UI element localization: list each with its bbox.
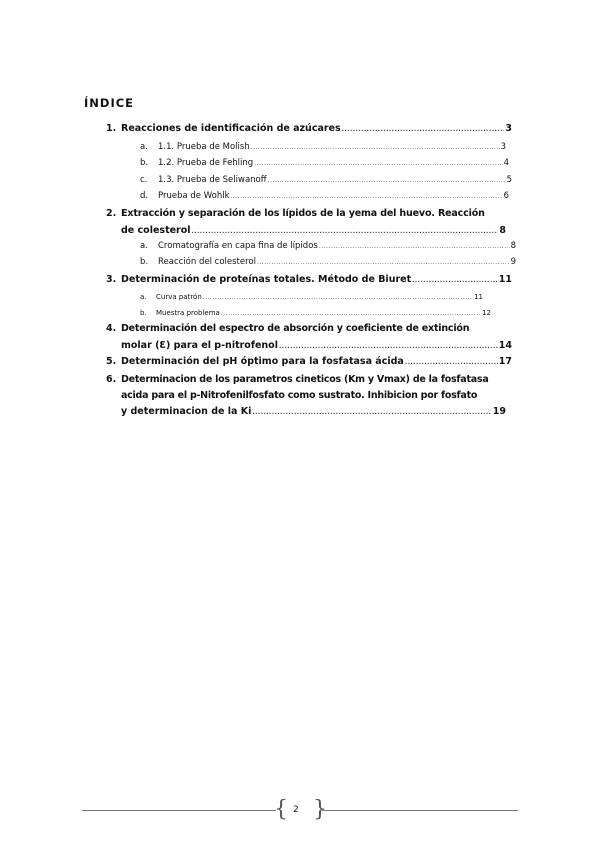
leader-dots xyxy=(254,157,502,171)
toc-page-number: 3 xyxy=(505,123,512,134)
toc-entry-text-line1: Determinacion de los parametros cineticos (Km y Vmax) de la fosfatasa xyxy=(121,374,489,385)
footer-rule-left xyxy=(82,810,276,811)
leader-dots xyxy=(203,291,473,305)
toc-entry-text-line2: de colesterol xyxy=(121,225,191,236)
toc-subentry-3b[interactable] xyxy=(140,306,491,321)
toc-number: 1. xyxy=(106,123,117,134)
toc-entry-text-line1: Determinación del espectro de absorción y coeficiente de extinción xyxy=(121,323,470,334)
footer-page-number: 2 xyxy=(293,805,299,815)
toc-page-number: 11 xyxy=(498,274,512,285)
toc-page-number: 9 xyxy=(510,257,516,267)
toc-entry-text-line2: molar (Ɛ) para el p-nitrofenol xyxy=(121,340,278,351)
toc-subentry-text: Reacción del colesterol xyxy=(158,257,256,267)
toc-sub-letter: a. xyxy=(140,142,148,152)
toc-page-number: 11 xyxy=(474,293,483,301)
toc-subentry-text: 1.1. Prueba de Molish xyxy=(158,142,250,152)
toc-entry-text: Determinación del pH óptimo para la fosfatasa ácida xyxy=(121,356,404,367)
leader-dots xyxy=(279,340,498,354)
leader-dots xyxy=(412,274,498,288)
toc-number: 6. xyxy=(106,374,117,385)
footer-rule-right xyxy=(322,810,518,811)
toc-sub-letter: c. xyxy=(140,175,148,185)
leader-dots xyxy=(268,174,506,188)
toc-subentry-1d[interactable] xyxy=(140,189,509,204)
toc-entry-3[interactable] xyxy=(106,273,512,288)
leader-dots xyxy=(342,123,505,137)
leader-dots xyxy=(192,225,499,239)
leader-dots xyxy=(231,190,503,204)
toc-entry-text-line2: acida para el p-Nitrofenilfosfato como sustrato. Inhibicion por fosfato xyxy=(121,390,478,401)
toc-subentry-text: Curva patrón xyxy=(156,293,202,301)
toc-subentry-3a[interactable] xyxy=(140,290,483,305)
leader-dots xyxy=(251,141,500,155)
leader-dots xyxy=(405,356,498,370)
toc-entry-4[interactable] xyxy=(106,322,512,354)
toc-entry-text: Reacciones de identificación de azúcares xyxy=(121,123,341,134)
toc-sub-letter: b. xyxy=(140,309,147,317)
toc-page-number: 4 xyxy=(503,158,509,168)
toc-page-number: 14 xyxy=(498,340,512,351)
toc-page-number: 17 xyxy=(498,356,512,367)
toc-page-number: 6 xyxy=(503,191,509,201)
leader-dots xyxy=(319,240,510,254)
toc-number: 3. xyxy=(106,274,117,285)
toc-subentry-text: Cromatografía en capa fina de lípidos xyxy=(158,241,318,251)
toc-number: 5. xyxy=(106,356,117,367)
toc-entry-text-line3: y determinacion de la Ki xyxy=(121,406,252,417)
toc-entry-2[interactable] xyxy=(106,207,506,239)
toc-page-number: 19 xyxy=(492,406,506,417)
toc-number: 2. xyxy=(106,208,117,219)
toc-sub-letter: a. xyxy=(140,293,147,301)
toc-subentry-1c[interactable] xyxy=(140,173,512,188)
toc-entry-text-line1: Extracción y separación de los lípidos de la yema del huevo. Reacción xyxy=(121,208,485,219)
leader-dots xyxy=(252,406,491,420)
toc-page-number: 3 xyxy=(500,142,506,152)
toc-sub-letter: b. xyxy=(140,158,149,168)
toc-page-number: 8 xyxy=(499,225,506,236)
toc-page-number: 8 xyxy=(510,241,516,251)
toc-entry-5[interactable] xyxy=(106,355,512,370)
right-brace-icon: } xyxy=(313,797,327,822)
toc-subentry-text: 1.2. Prueba de Fehling xyxy=(158,158,254,168)
toc-page-number: 12 xyxy=(482,309,491,317)
toc-subentry-2a[interactable] xyxy=(140,239,516,254)
toc-entry-1[interactable] xyxy=(106,122,512,137)
leader-dots xyxy=(257,256,510,270)
toc-subentry-1a[interactable] xyxy=(140,140,506,155)
toc-sub-letter: d. xyxy=(140,191,149,201)
toc-sub-letter: a. xyxy=(140,241,148,251)
toc-page-number: 5 xyxy=(506,175,512,185)
toc-number: 4. xyxy=(106,323,117,334)
toc-entry-text: Determinación de proteínas totales. Método de Biuret xyxy=(121,274,412,285)
toc-subentry-text: 1.3. Prueba de Seliwanoff xyxy=(158,175,267,185)
toc-entry-6[interactable] xyxy=(106,373,506,420)
left-brace-icon: { xyxy=(274,797,288,822)
toc-subentry-text: Muestra problema xyxy=(156,309,220,317)
leader-dots xyxy=(221,307,481,321)
toc-sub-letter: b. xyxy=(140,257,149,267)
toc-subentry-2b[interactable] xyxy=(140,255,516,270)
page-title: ÍNDICE xyxy=(84,96,135,110)
toc-subentry-text: Prueba de Wohlk xyxy=(158,191,230,201)
toc-subentry-1b[interactable] xyxy=(140,156,509,171)
